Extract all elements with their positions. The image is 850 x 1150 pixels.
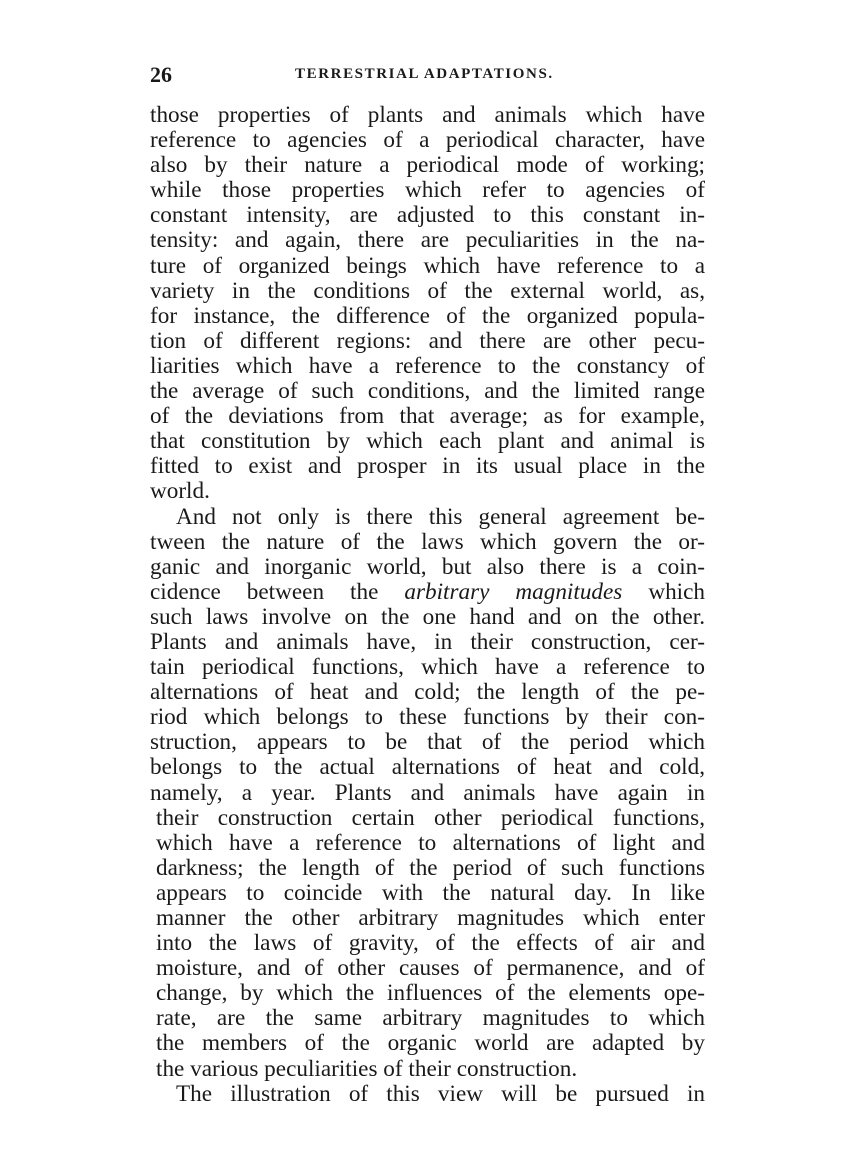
text-line: liarities which have a reference to the constancy of: [150, 353, 705, 379]
text-line: while those properties which refer to agencies of: [150, 178, 705, 204]
text-line: moisture, and of other causes of permanence, and of: [156, 956, 705, 982]
text-line: manner the other arbitrary magnitudes which enter: [156, 906, 705, 931]
text-line: the members of the organic world are adapted by: [156, 1031, 705, 1057]
text-line-with-italic: [150, 580, 705, 605]
text-line: struction, appears to be that of the period which: [150, 730, 705, 756]
text-line: change, by which the influences of the elements ope-: [156, 981, 705, 1007]
running-head: [150, 62, 705, 88]
text-line: which have a reference to alternations of light and: [156, 830, 705, 856]
text-line: the various peculiarities of their construction.: [156, 1056, 578, 1082]
text-line: ganic and inorganic world, but also there is a coin-: [150, 554, 705, 580]
page-number: 26: [150, 62, 172, 87]
text-line: appears to coincide with the natural day. In like: [156, 880, 705, 906]
text-line: And not only is there this general agreement be-: [176, 504, 705, 530]
text-line: alternations of heat and cold; the length of the pe-: [150, 680, 705, 706]
text-line: tween the nature of the laws which govern the or-: [150, 529, 705, 555]
text-line: rate, are the same arbitrary magnitudes to which: [156, 1006, 705, 1032]
text-line: into the laws of gravity, of the effects of air and: [156, 931, 705, 957]
text-line: The illustration of this view will be pursued in: [176, 1081, 705, 1107]
text-line: Plants and animals have, in their construction, cer-: [150, 629, 705, 655]
text-line: the average of such conditions, and the limited range: [150, 379, 705, 405]
body-text: [150, 103, 705, 1107]
text-line: fitted to exist and prosper in its usual place in the: [150, 454, 705, 480]
italic-phrase: arbitrary magnitudes: [404, 579, 623, 605]
text-line: of the deviations from that average; as for example,: [150, 404, 705, 430]
text-line: riod which belongs to these functions by their con-: [150, 705, 705, 731]
text-line: also by their nature a periodical mode of working;: [150, 153, 705, 179]
text-line: constant intensity, are adjusted to this constant in-: [150, 203, 705, 229]
text-line: namely, a year. Plants and animals have again in: [150, 780, 705, 806]
text-line: belongs to the actual alternations of heat and cold,: [150, 755, 705, 781]
text-line: that constitution by which each plant and animal is: [150, 429, 705, 455]
text-line: world.: [150, 479, 210, 505]
text-line: their construction certain other periodical functions,: [156, 805, 705, 831]
text-line: darkness; the length of the period of such functions: [156, 855, 705, 881]
text-line: tion of different regions: and there are other pecu-: [150, 328, 705, 354]
running-title: TERRESTRIAL ADAPTATIONS.: [295, 66, 554, 82]
text-line: those properties of plants and animals which have: [150, 103, 705, 128]
text-span: which: [648, 579, 705, 605]
text-span: cidence between the: [150, 579, 379, 605]
text-line: tain periodical functions, which have a reference to: [150, 655, 705, 681]
text-line: such laws involve on the one hand and on the other.: [150, 604, 705, 630]
text-line: for instance, the difference of the organized popula-: [150, 303, 705, 329]
text-line: tensity: and again, there are peculiarities in the na-: [150, 228, 705, 254]
text-line: reference to agencies of a periodical character, have: [150, 128, 705, 154]
text-line: ture of organized beings which have reference to a: [150, 253, 705, 279]
text-line: variety in the conditions of the external world, as,: [150, 278, 705, 304]
